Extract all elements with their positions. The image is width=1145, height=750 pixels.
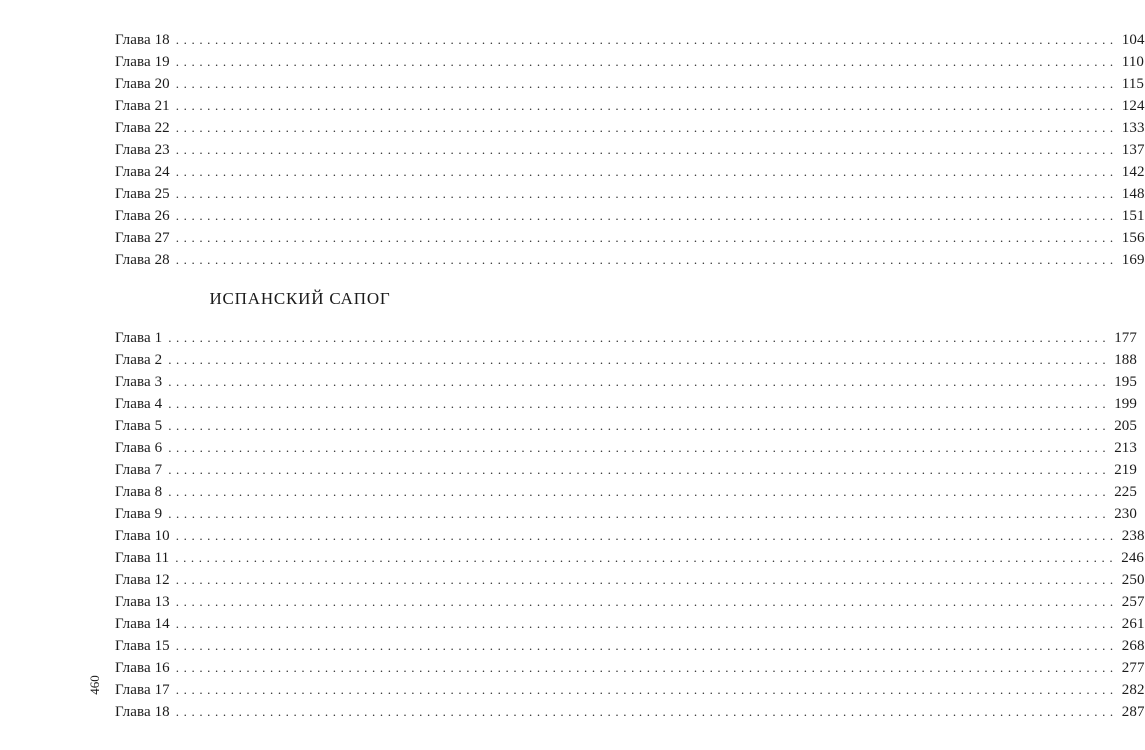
toc-dot-leader: ........................................................................................................................ [168, 462, 1111, 477]
toc-dot-leader: ........................................................................................................................ [175, 32, 1118, 47]
toc-entry-page: 230 [1114, 506, 1137, 522]
toc-entry-page: 195 [1114, 374, 1137, 390]
toc-entry [115, 635, 1145, 657]
toc-entry [115, 613, 1145, 635]
toc-entry-label: Глава 18 [115, 32, 170, 48]
toc-entry [115, 701, 1145, 723]
toc-entry-page: 199 [1114, 396, 1137, 412]
toc-entry-page: 151 [1121, 208, 1145, 224]
toc-dot-leader: ........................................................................................................................ [168, 506, 1111, 521]
toc-dot-leader: ........................................................................................................................ [175, 54, 1118, 69]
toc-entry-label: Глава 8 [115, 484, 163, 500]
toc-entry-page: 137 [1121, 142, 1145, 158]
toc-entry-label: Глава 7 [115, 462, 163, 478]
toc-dot-leader: ........................................................................................................................ [175, 98, 1118, 113]
toc-dot-leader: ........................................................................................................................ [175, 186, 1118, 201]
toc-dot-leader: ........................................................................................................................ [175, 208, 1118, 223]
page-number: 460 [87, 675, 102, 695]
toc-dot-leader: ........................................................................................................................ [175, 230, 1118, 245]
toc-entry [115, 657, 1145, 679]
toc-entry [115, 183, 1145, 205]
toc-entry-label: Глава 16 [115, 660, 170, 676]
toc-dot-leader: ........................................................................................................................ [175, 594, 1118, 609]
toc-entry-page: 142 [1121, 164, 1145, 180]
toc-entry-page: 261 [1121, 616, 1145, 632]
toc-dot-leader: ........................................................................................................................ [168, 352, 1111, 367]
toc-dot-leader: ........................................................................................................................ [168, 418, 1111, 433]
toc-dot-leader: ........................................................................................................................ [175, 704, 1118, 719]
toc-entry [115, 481, 1137, 503]
toc-entry [115, 503, 1137, 525]
toc-entry-page: 177 [1114, 330, 1137, 346]
toc-entry-label: Глава 24 [115, 164, 170, 180]
toc-entry-label: Глава 17 [115, 682, 170, 698]
toc-dot-leader: ........................................................................................................................ [175, 528, 1118, 543]
toc-entry-label: Глава 22 [115, 120, 170, 136]
toc-entry-page: 133 [1121, 120, 1145, 136]
toc-dot-leader: ........................................................................................................................ [175, 550, 1118, 565]
toc-entry-label: Глава 14 [115, 616, 170, 632]
toc-entry [115, 227, 1145, 249]
toc-entry-label: Глава 15 [115, 638, 170, 654]
toc-entry-label: Глава 4 [115, 396, 163, 412]
toc-dot-leader: ........................................................................................................................ [175, 164, 1118, 179]
toc-entry-page: 124 [1121, 98, 1145, 114]
toc-entry-label: Глава 6 [115, 440, 163, 456]
toc-list-top [115, 29, 1145, 271]
toc-dot-leader: ........................................................................................................................ [175, 660, 1118, 675]
toc-dot-leader: ........................................................................................................................ [168, 374, 1111, 389]
toc-dot-leader: ........................................................................................................................ [168, 484, 1111, 499]
toc-dot-leader: ........................................................................................................................ [175, 572, 1118, 587]
toc-entry-page: 225 [1114, 484, 1137, 500]
toc-entry-label: Глава 19 [115, 54, 170, 70]
toc-entry-label: Глава 9 [115, 506, 163, 522]
toc-list-bottom [115, 327, 1145, 723]
toc-entry [115, 249, 1145, 271]
toc-entry [115, 459, 1137, 481]
toc-entry [115, 569, 1145, 591]
toc-entry-page: 238 [1121, 528, 1145, 544]
toc-entry-label: Глава 13 [115, 594, 170, 610]
toc-entry-label: Глава 11 [115, 550, 170, 566]
toc-entry-label: Глава 28 [115, 252, 170, 268]
toc-entry-page: 277 [1121, 660, 1145, 676]
toc-dot-leader: ........................................................................................................................ [175, 682, 1118, 697]
toc-entry [115, 415, 1137, 437]
toc-entry [115, 95, 1145, 117]
toc-entry-page: 282 [1121, 682, 1145, 698]
toc-entry-label: Глава 18 [115, 704, 170, 720]
toc-entry [115, 117, 1145, 139]
toc-entry-label: Глава 1 [115, 330, 163, 346]
toc-entry-label: Глава 23 [115, 142, 170, 158]
toc-entry-page: 250 [1121, 572, 1145, 588]
toc-entry [115, 525, 1145, 547]
toc-entry-label: Глава 21 [115, 98, 170, 114]
toc-dot-leader: ........................................................................................................................ [175, 142, 1118, 157]
toc-entry-label: Глава 12 [115, 572, 170, 588]
toc-entry-label: Глава 20 [115, 76, 170, 92]
toc-entry [115, 161, 1145, 183]
toc-entry-page: 110 [1121, 54, 1145, 70]
toc-entry-label: Глава 26 [115, 208, 170, 224]
toc-entry [115, 591, 1145, 613]
toc-entry [115, 349, 1137, 371]
toc-entry [115, 51, 1145, 73]
toc-entry-page: 169 [1121, 252, 1145, 268]
toc-dot-leader: ........................................................................................................................ [175, 76, 1118, 91]
toc-entry-label: Глава 2 [115, 352, 163, 368]
toc-dot-leader: ........................................................................................................................ [175, 616, 1118, 631]
toc-entry-page: 205 [1114, 418, 1137, 434]
toc-entry [115, 29, 1145, 51]
toc-entry-label: Глава 5 [115, 418, 163, 434]
toc-entry-page: 257 [1121, 594, 1145, 610]
toc-entry-label: Глава 27 [115, 230, 170, 246]
toc-entry [115, 327, 1137, 349]
toc-entry [115, 393, 1137, 415]
toc-dot-leader: ........................................................................................................................ [168, 330, 1111, 345]
toc-dot-leader: ........................................................................................................................ [175, 252, 1118, 267]
toc-entry-page: 188 [1114, 352, 1137, 368]
toc-entry-label: Глава 25 [115, 186, 170, 202]
toc-entry [115, 139, 1145, 161]
toc-entry-page: 246 [1121, 550, 1145, 566]
section-title: ИСПАНСКИЙ САПОГ [209, 289, 391, 308]
toc-entry-page: 115 [1121, 76, 1145, 92]
toc-dot-leader: ........................................................................................................................ [175, 638, 1118, 653]
toc-entry [115, 547, 1145, 569]
toc-dot-leader: ........................................................................................................................ [175, 120, 1118, 135]
toc-entry-label: Глава 10 [115, 528, 170, 544]
toc-entry-page: 213 [1114, 440, 1137, 456]
toc-entry-page: 104 [1121, 32, 1145, 48]
toc-entry [115, 437, 1137, 459]
toc-entry [115, 73, 1145, 95]
toc-entry-page: 287 [1121, 704, 1145, 720]
toc-entry-page: 156 [1121, 230, 1145, 246]
toc-entry-page: 268 [1121, 638, 1145, 654]
toc-entry-page: 148 [1121, 186, 1145, 202]
toc-entry [115, 205, 1145, 227]
toc-entry [115, 679, 1145, 701]
toc-dot-leader: ........................................................................................................................ [168, 440, 1111, 455]
toc-entry-page: 219 [1114, 462, 1137, 478]
toc-entry-label: Глава 3 [115, 374, 163, 390]
toc-entry [115, 371, 1137, 393]
toc-dot-leader: ........................................................................................................................ [168, 396, 1111, 411]
